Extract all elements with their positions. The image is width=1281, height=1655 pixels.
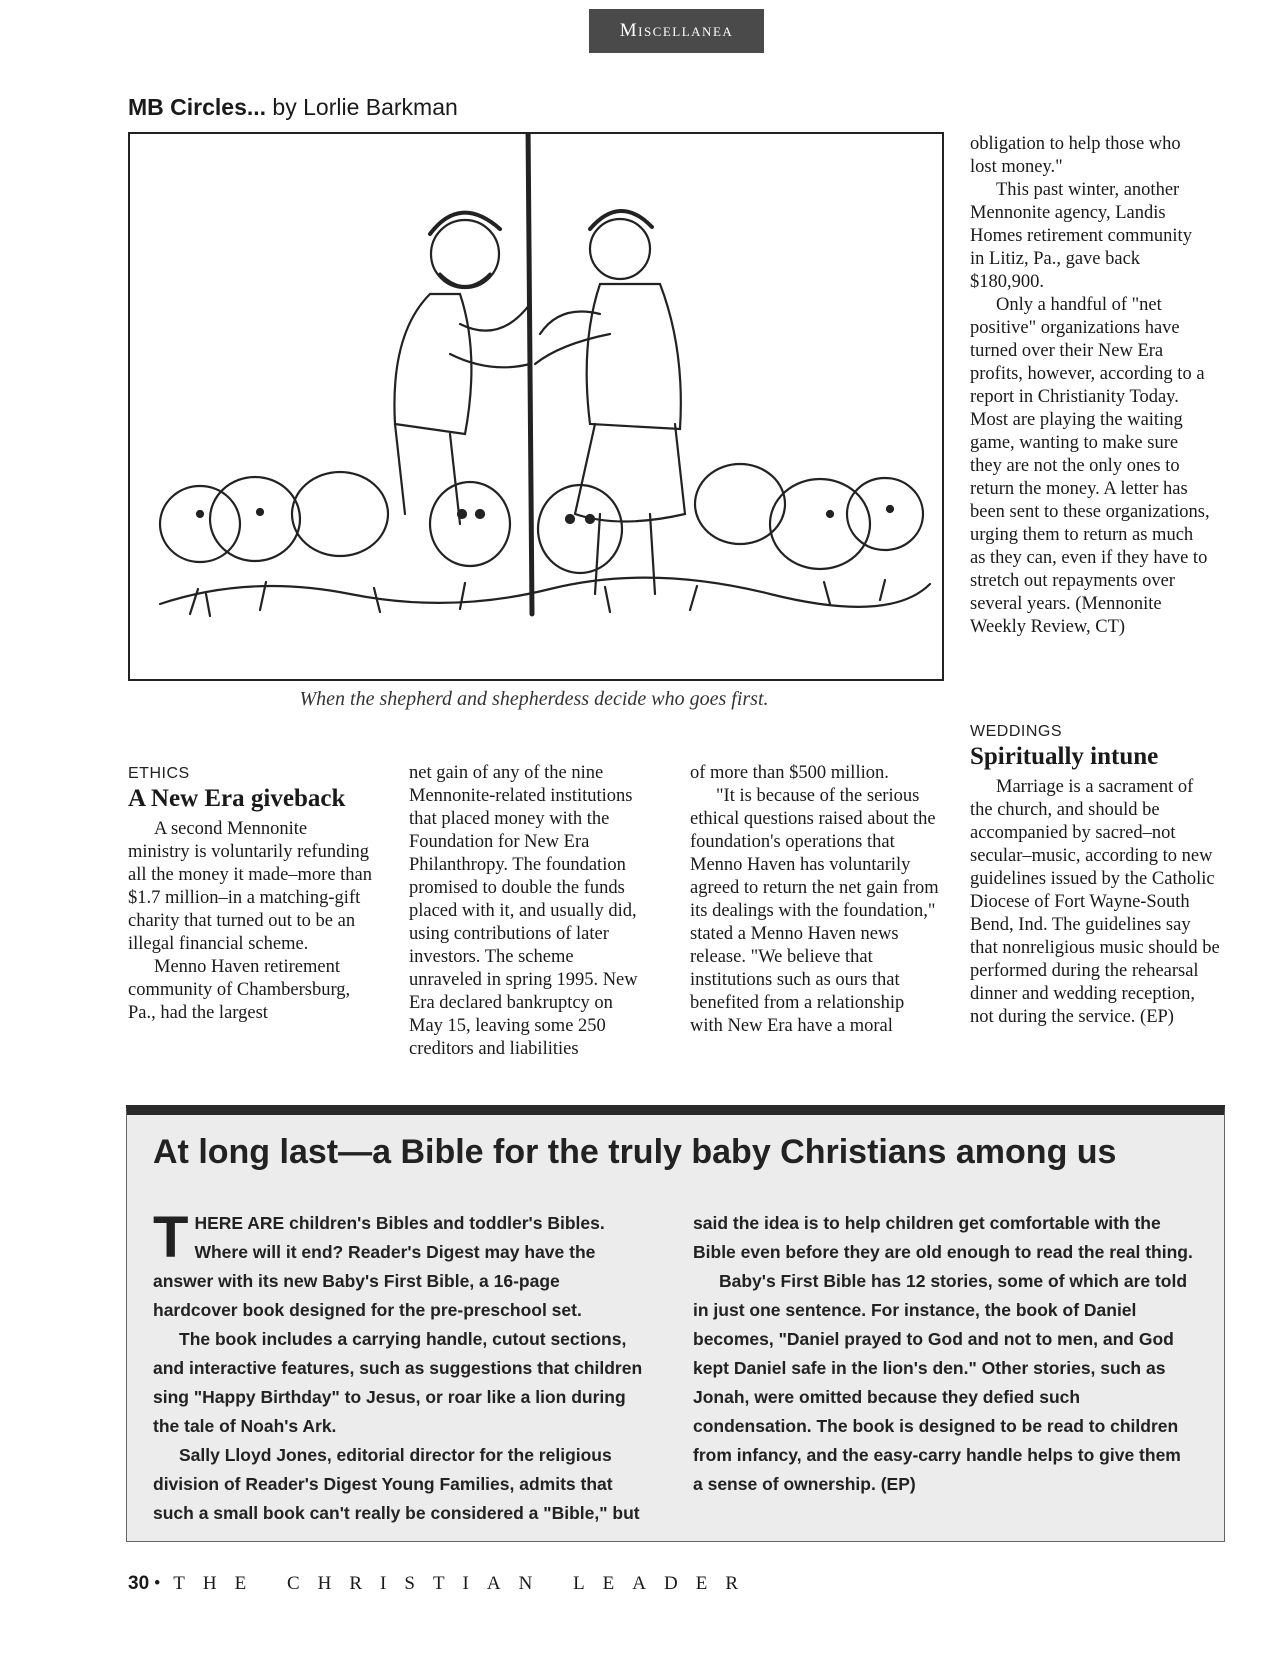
sidebar-box-baby-bible xyxy=(126,1105,1225,1542)
paragraph: of more than $500 million. xyxy=(690,763,889,783)
ethics-article xyxy=(128,762,373,1025)
box-title: At long last—a Bible for the truly baby Christians among us xyxy=(153,1133,1117,1171)
paragraph: said the idea is to help children get comfortable with the Bible even before they are old enough to read the real thing. xyxy=(693,1213,1193,1262)
cartoon-byline: by Lorlie Barkman xyxy=(266,94,458,120)
paragraph: net gain of any of the nine Mennonite-related institutions that placed money with the Foundation for New Era Philanthropy. The foundation promised to double the funds placed with it, and usually did, using contributions of later investors. The scheme unraveled in spring 1995. New Era declared bankruptcy on May 15, leaving some 250 creditors and liabilities xyxy=(409,763,638,1059)
drop-cap: T xyxy=(153,1205,189,1270)
cartoon-heading xyxy=(128,94,458,121)
article-continuation-right xyxy=(970,133,1210,639)
paragraph: A second Mennonite ministry is voluntarily refunding all the money it made–more than $1.7 million–in a matching-gift charity that turned out to be an illegal financial scheme. xyxy=(128,819,373,954)
paragraph: obligation to help those who lost money." xyxy=(970,134,1181,177)
paragraph: The book includes a carrying handle, cutout sections, and interactive features, such as suggestions that children sing "Happy Birthday" to Jesus, or roar like a lion during the tale of Noah's Ark. xyxy=(153,1329,643,1436)
shepherd-cartoon-drawing xyxy=(130,134,942,679)
section-kicker: WEDDINGS xyxy=(970,723,1062,740)
paragraph: Menno Haven retirement community of Chambersburg, Pa., had the largest xyxy=(128,957,351,1023)
article-column-3 xyxy=(690,762,940,1038)
cartoon-series-title: MB Circles... xyxy=(128,94,267,120)
box-column-2 xyxy=(693,1209,1193,1499)
footer-separator: • xyxy=(153,1573,161,1594)
paragraph: Marriage is a sacrament of the church, and should be accompanied by sacred–not secular–music, according to new guidelines issued by the Catholic Diocese of Fort Wayne-South Bend, Ind. The guidelines say that nonreligious music should be performed during the rehearsal dinner and wedding reception, not during the service. (EP) xyxy=(970,777,1220,1027)
paragraph: THERE ARE children's Bibles and toddler's Bibles. Where will it end? Reader's Digest may have the answer with its new Baby's First Bible, a 16-page hardcover book designed for the pre-preschool set. xyxy=(153,1205,605,1320)
weddings-article xyxy=(970,720,1220,1029)
page-number: 30 xyxy=(128,1573,150,1594)
publication-name: THE CHRISTIAN LEADER xyxy=(173,1573,756,1594)
paragraph: Baby's First Bible has 12 stories, some of which are told in just one sentence. For instance, the book of Daniel becomes, "Daniel prayed to God and not to men, and God kept Daniel safe in the lion's den." Other stories, such as Jonah, were omitted because they defied such condensation. The book is designed to be read to children from infancy, and the easy-carry handle helps to give them a sense of ownership. (EP) xyxy=(693,1271,1188,1494)
article-column-2 xyxy=(409,762,649,1061)
paragraph: Only a handful of "net positive" organizations have turned over their New Era profits, however, according to a report in Christianity Today. Most are playing the waiting game, wanting to make sure they are not the only ones to return the money. A letter has been sent to these organizations, urging them to return as much as they can, even if they have to stretch out repayments over several years. (Mennonite Weekly Review, CT) xyxy=(970,295,1210,637)
article-headline: A New Era giveback xyxy=(128,785,346,812)
paragraph: Sally Lloyd Jones, editorial director for the religious division of Reader's Digest Young Families, admits that such a small book can't really be considered a "Bible," but xyxy=(153,1445,640,1523)
section-tag: Miscellanea xyxy=(589,9,764,53)
cartoon-illustration xyxy=(128,132,944,681)
article-headline: Spiritually intune xyxy=(970,743,1159,770)
cartoon-caption: When the shepherd and shepherdess decide who goes first. xyxy=(299,688,769,710)
paragraph: This past winter, another Mennonite agency, Landis Homes retirement community in Litiz, Pa., gave back $180,900. xyxy=(970,180,1192,292)
paragraph: "It is because of the serious ethical questions raised about the foundation's operations that Menno Haven has voluntarily agreed to return the net gain from its dealings with the foundation," stated a Menno Haven news release. "We believe that institutions such as ours that benefited from a relationship with New Era have a moral xyxy=(690,786,939,1036)
box-column-1 xyxy=(153,1205,643,1528)
page-footer xyxy=(128,1573,756,1595)
section-kicker: ETHICS xyxy=(128,765,190,782)
